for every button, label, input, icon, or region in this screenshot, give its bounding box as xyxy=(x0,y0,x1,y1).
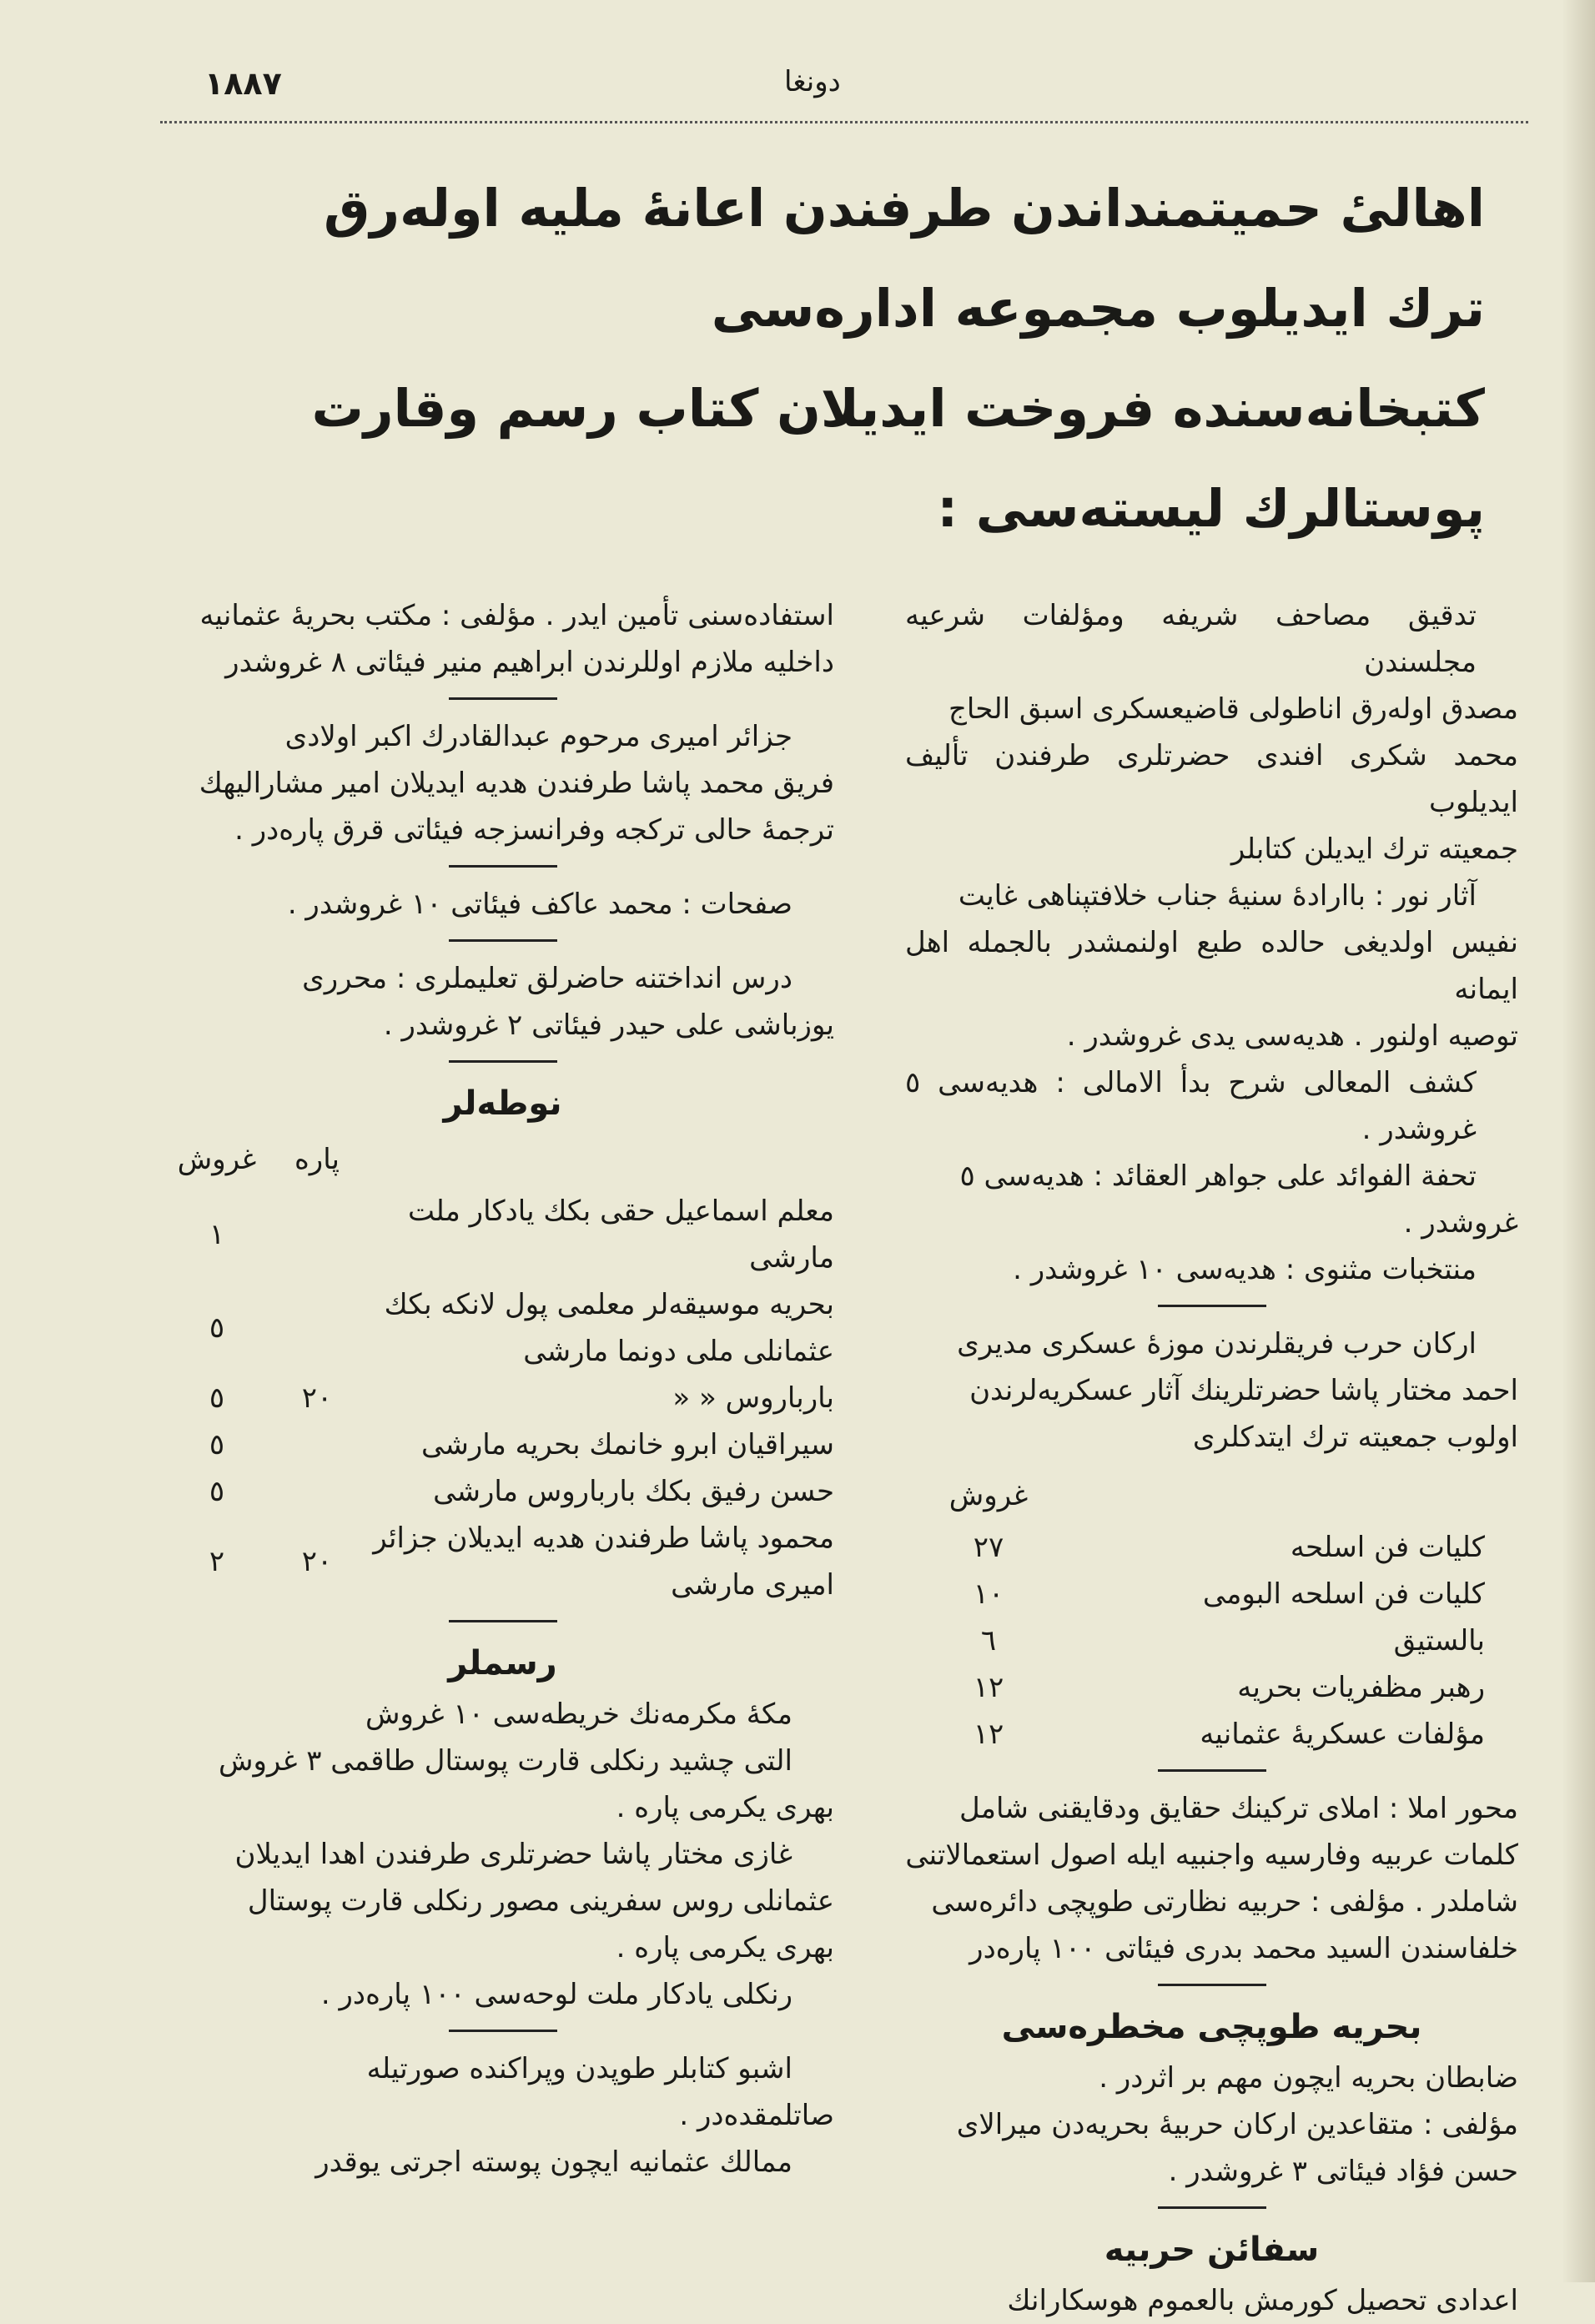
text-line: استفاده‌سنی تأمین ایدر . مؤلفی : مکتب بحریۀ عثمانیه xyxy=(199,599,834,632)
columns xyxy=(158,592,1527,2324)
text-paragraph xyxy=(905,1153,1518,1246)
price-table-row xyxy=(171,1515,834,1608)
text-line: محمد شکری افندی حضرتلری طرفندن تألیف ایدیلوب xyxy=(905,739,1518,819)
price-table-row xyxy=(905,1711,1518,1758)
text-line: صفحات : محمد عاکف فیئاتی ١٠ غروشدر . xyxy=(287,888,792,921)
right-column xyxy=(905,592,1518,2324)
item-name xyxy=(1072,1571,1518,1617)
section-divider xyxy=(449,939,557,942)
item-price-kurus: ٢٧ xyxy=(973,1531,1004,1564)
item-name-line: کلیات فن اسلحه البومی xyxy=(1202,1577,1485,1611)
item-name xyxy=(371,1188,834,1281)
header-dotted-rule xyxy=(160,121,1528,123)
item-name xyxy=(1072,1524,1518,1571)
section-divider xyxy=(1158,1305,1266,1307)
text-line: خلفاسندن السید محمد بدری فیئاتی ١٠٠ پاره‌در xyxy=(969,1932,1518,1965)
main-heading-line: کتبخانه‌سنده فروخت ایدیلان کتاب رسم وقارت پوستالرك لیسته‌سی : xyxy=(311,378,1485,539)
section-heading: نوطه‌لر xyxy=(443,1084,562,1123)
text-paragraph xyxy=(171,1831,834,1971)
text-line: بهری یکرمی پاره . xyxy=(616,1931,834,1964)
section-divider xyxy=(449,1620,557,1622)
section-divider xyxy=(1158,1984,1266,1986)
price-table xyxy=(171,1131,834,1608)
text-line: حسن فؤاد فیئاتی ٣ غروشدر . xyxy=(1168,2155,1518,2188)
item-price-para: ٢٠ xyxy=(301,1381,333,1415)
item-name-line: رهبر مظفریات بحریه xyxy=(1237,1671,1485,1704)
text-paragraph xyxy=(905,592,1518,873)
text-paragraph xyxy=(171,2045,834,2139)
item-name-line: مؤلفات عسکریۀ عثمانیه xyxy=(1200,1718,1485,1751)
text-paragraph xyxy=(905,2055,1518,2195)
section-divider xyxy=(449,2030,557,2032)
price-table-row xyxy=(905,1617,1518,1664)
text-paragraph xyxy=(905,1785,1518,1972)
price-table-header xyxy=(905,1461,1518,1524)
text-line: عثمانلی روس سفرینی مصور رنکلی قارت پوستال xyxy=(247,1884,834,1918)
text-paragraph xyxy=(171,2139,834,2186)
text-line: اعدادی تحصیل کورمش بالعموم هوسکارانك xyxy=(1007,2284,1518,2317)
item-name-line: سیراقیان ابرو خانمك بحریه مارشی xyxy=(421,1428,834,1461)
item-name-line: حسن رفیق بکك بارباروس مارشی xyxy=(433,1475,834,1508)
text-line: غروشدر . xyxy=(1403,1206,1518,1240)
text-line: شاملدر . مؤلفی : حربیه نظارتی طوپچی دائره‌سی xyxy=(931,1885,1518,1919)
item-name xyxy=(371,1421,834,1468)
text-line: فریق محمد پاشا طرفندن هدیه ایدیلان امیر مشارالیهك xyxy=(199,767,834,800)
main-heading xyxy=(242,158,1485,559)
item-name-line: امیری مارشی xyxy=(671,1568,834,1602)
section-heading: سفائن حربیه xyxy=(1104,2231,1320,2269)
text-line: اولوب جمعیته ترك ایتدکلری xyxy=(1192,1421,1518,1454)
item-price-kurus: ١٠ xyxy=(973,1577,1004,1611)
text-line: ممالك عثمانیه ایچون پوسته اجرتی یوقدر xyxy=(315,2145,792,2179)
left-column xyxy=(171,592,834,2324)
page-number: ١٨٨٧ xyxy=(204,65,282,102)
price-table-row xyxy=(171,1281,834,1375)
price-table-row xyxy=(171,1375,834,1421)
item-name xyxy=(371,1375,834,1421)
text-paragraph xyxy=(905,2277,1518,2324)
text-paragraph xyxy=(171,1738,834,1831)
price-table-row xyxy=(171,1421,834,1468)
text-line: داخلیه ملازم اوللرندن ابراهیم منیر فیئاتی ٨ غروشدر xyxy=(225,646,834,679)
item-price-kurus: ٥ xyxy=(209,1311,225,1345)
price-table-row xyxy=(905,1524,1518,1571)
section-divider xyxy=(1158,1769,1266,1772)
text-line: یوزباشی علی حیدر فیئاتی ٢ غروشدر . xyxy=(383,1009,834,1042)
item-price-kurus: ٥ xyxy=(209,1475,225,1508)
item-price-kurus: ٢ xyxy=(209,1545,225,1578)
column-header-para: پاره xyxy=(294,1143,340,1176)
section-divider xyxy=(449,697,557,700)
item-name-line: بارباروس « « xyxy=(672,1381,834,1415)
item-name-line: عثمانلی ملی دونما مارشی xyxy=(523,1335,834,1368)
column-header-kurus: غروش xyxy=(948,1479,1029,1512)
text-line: منتخبات مثنوی : هدیه‌سی ١٠ غروشدر . xyxy=(1013,1253,1477,1286)
text-line: تدقیق مصاحف شریفه ومؤلفات شرعیه مجلسندن xyxy=(905,599,1477,679)
item-name xyxy=(1072,1711,1518,1758)
text-line: کلمات عربیه وفارسیه واجنبیه ایله اصول استعمالاتنی xyxy=(905,1839,1518,1872)
page-content xyxy=(158,158,1527,2324)
page-edge-shadow xyxy=(1562,0,1595,2282)
item-price-kurus: ٥ xyxy=(209,1428,225,1461)
price-table xyxy=(905,1461,1518,1758)
item-name xyxy=(371,1281,834,1375)
text-paragraph xyxy=(905,873,1518,1059)
text-line: التی چشید رنکلی قارت پوستال طاقمی ٣ غروش xyxy=(218,1744,792,1778)
item-name xyxy=(1072,1617,1518,1664)
text-line: محور املا : املای ترکینك حقایق ودقایقنی شامل xyxy=(959,1792,1518,1825)
text-line: ضابطان بحریه ایچون مهم بر اثردر . xyxy=(1099,2061,1518,2095)
text-line: رنکلی یادکار ملت لوحه‌سی ١٠٠ پاره‌در . xyxy=(320,1978,792,2011)
price-table-row xyxy=(905,1571,1518,1617)
text-line: غازی مختار پاشا حضرتلری طرفندن اهدا ایدیلان xyxy=(234,1838,792,1871)
text-line: آثار نور : باارادۀ سنیۀ جناب خلافتپناهی غایت xyxy=(958,879,1477,913)
text-paragraph xyxy=(905,1320,1518,1461)
text-paragraph xyxy=(171,592,834,686)
text-paragraph xyxy=(171,955,834,1049)
item-price-kurus: ٦ xyxy=(980,1624,997,1657)
column-header-kurus: غروش xyxy=(177,1143,257,1176)
section-heading: رسملر xyxy=(448,1644,557,1683)
section-divider xyxy=(449,865,557,868)
text-line: مکۀ مکرمه‌نك خریطه‌سی ١٠ غروش xyxy=(365,1698,792,1731)
text-line: اشبو کتابلر طوپدن وپراکنده صورتیله xyxy=(366,2052,792,2085)
item-price-kurus: ١٢ xyxy=(973,1718,1004,1751)
item-name xyxy=(371,1468,834,1515)
item-price-kurus: ١ xyxy=(209,1218,225,1251)
item-name-line: محمود پاشا طرفندن هدیه ایدیلان جزائر xyxy=(373,1522,834,1555)
text-line: ارکان حرب فریقلرندن موزۀ عسکری مدیری xyxy=(957,1327,1477,1361)
text-line: جزائر امیری مرحوم عبدالقادرك اکبر اولادی xyxy=(284,720,792,753)
item-name xyxy=(371,1515,834,1608)
text-paragraph xyxy=(171,1691,834,1738)
price-table-row xyxy=(905,1664,1518,1711)
text-line: جمعیته ترك ایدیلن کتابلر xyxy=(1230,833,1518,866)
text-line: مؤلفی : متقاعدین ارکان حربیۀ بحریه‌دن میرالای xyxy=(956,2108,1518,2141)
text-paragraph xyxy=(171,713,834,853)
text-line: نفیس اولدیغی حالده طبع اولنمشدر بالجمله اهل ایمانه xyxy=(905,926,1518,1006)
item-price-para: ٢٠ xyxy=(301,1545,333,1578)
text-paragraph xyxy=(171,881,834,928)
text-line: مصدق اوله‌رق اناطولی قاضیعسکری اسبق الحاج xyxy=(948,692,1518,726)
item-name xyxy=(1072,1664,1518,1711)
item-price-kurus: ١٢ xyxy=(973,1671,1004,1704)
text-line: کشف المعالی شرح بدأ الامالی : هدیه‌سی ٥ غروشدر . xyxy=(905,1066,1477,1146)
text-line: ترجمۀ حالی ترکجه وفرانسزجه فیئاتی قرق پاره‌در . xyxy=(234,813,834,847)
item-name-line: کلیات فن اسلحه xyxy=(1290,1531,1485,1564)
price-table-row xyxy=(171,1188,834,1281)
section-divider xyxy=(1158,2206,1266,2209)
running-title: دونغا xyxy=(784,65,841,98)
item-name-line: معلم اسماعیل حقی بکك یادکار ملت مارشی xyxy=(407,1195,834,1275)
section-divider xyxy=(449,1060,557,1063)
main-heading-line: اهالیٔ حمیتمنداندن طرفندن اعانۀ ملیه اوله‌رق ترك ایدیلوب مجموعه اداره‌سی xyxy=(323,178,1485,339)
text-line: صاتلمقده‌در . xyxy=(679,2099,834,2132)
price-table-row xyxy=(171,1468,834,1515)
item-name-line: بالستیق xyxy=(1393,1624,1485,1657)
text-line: درس انداختنه حاضرلق تعلیملری : محرری xyxy=(302,962,792,995)
text-line: تحفة الفوائد علی جواهر العقائد : هدیه‌سی ٥ xyxy=(959,1159,1477,1193)
price-table-header xyxy=(171,1131,834,1188)
text-line: احمد مختار پاشا حضرتلرینك آثار عسکریه‌لرندن xyxy=(969,1374,1518,1407)
section-heading: بحریه طوپچی مخطره‌سی xyxy=(1001,2008,1422,2046)
text-line: توصیه اولنور . هدیه‌سی یدی غروشدر . xyxy=(1066,1019,1518,1053)
text-paragraph xyxy=(905,1059,1518,1153)
item-name-line: بحریه موسیقه‌لر معلمی پول لانکه بکك xyxy=(384,1288,834,1321)
text-paragraph xyxy=(905,1246,1518,1293)
text-line: بهری یکرمی پاره . xyxy=(616,1791,834,1824)
text-paragraph xyxy=(171,1971,834,2018)
item-price-kurus: ٥ xyxy=(209,1381,225,1415)
